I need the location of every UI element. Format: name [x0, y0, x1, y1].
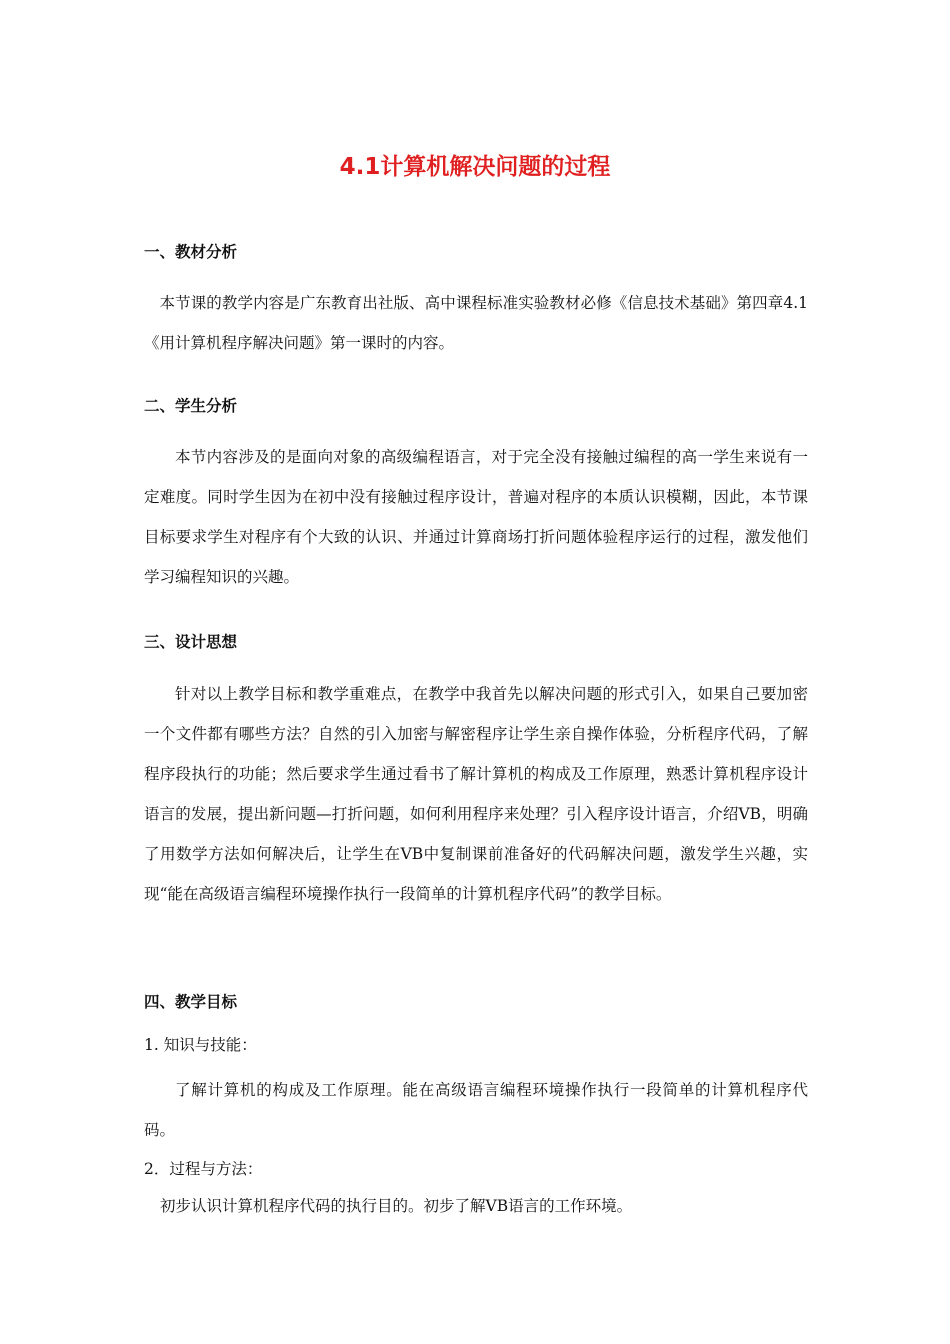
- section-heading-students: 二、学生分析: [144, 397, 238, 415]
- goal-item-text-knowledge: 了解计算机的构成及工作原理。能在高级语言编程环境操作执行一段简单的计算机程序代码。: [144, 1081, 808, 1139]
- section-paragraph-design: 针对以上教学目标和教学重难点，在教学中我首先以解决问题的形式引入，如果自己要加密一个文件都有哪些方法？自然的引入加密与解密程序让学生亲自操作体验，分析程序代码，了解程序段执行的功能；然后要求学生通过看书了解计算机的构成及工作原理，熟悉计算机程序设计语言的发展，提出新问题—打折问题，如何利用程序来处理？引入程序设计语言，介绍VB，明确了用数学方法如何解决后，让学生在VB中复制课前准备好的代码解决问题，激发学生兴趣，实现“能在高级语言编程环境操作执行一段简单的计算机程序代码”的教学目标。: [144, 685, 808, 903]
- section-heading-design: 三、设计思想: [144, 633, 238, 651]
- section-heading-materials: 一、教材分析: [144, 243, 238, 261]
- section-paragraph-materials: 本节课的教学内容是广东教育出社版、高中课程标准实验教材必修《信息技术基础》第四章4.1《用计算机程序解决问题》第一课时的内容。: [144, 294, 808, 352]
- section-heading-goals: 四、教学目标: [144, 993, 238, 1011]
- page-title: 4.1计算机解决问题的过程: [339, 154, 611, 180]
- goal-item-label-knowledge: 1. 知识与技能：: [144, 1036, 257, 1054]
- goal-item-text-process: 初步认识计算机程序代码的执行目的。初步了解VB语言的工作环境。: [160, 1197, 633, 1215]
- section-paragraph-students: 本节内容涉及的是面向对象的高级编程语言，对于完全没有接触过编程的高一学生来说有一定难度。同时学生因为在初中没有接触过程序设计，普遍对程序的本质认识模糊，因此，本节课目标要求学生对程序有个大致的认识、并通过计算商场打折问题体验程序运行的过程，激发他们学习编程知识的兴趣。: [144, 448, 808, 586]
- goal-item-label-process: 2．过程与方法：: [144, 1160, 263, 1178]
